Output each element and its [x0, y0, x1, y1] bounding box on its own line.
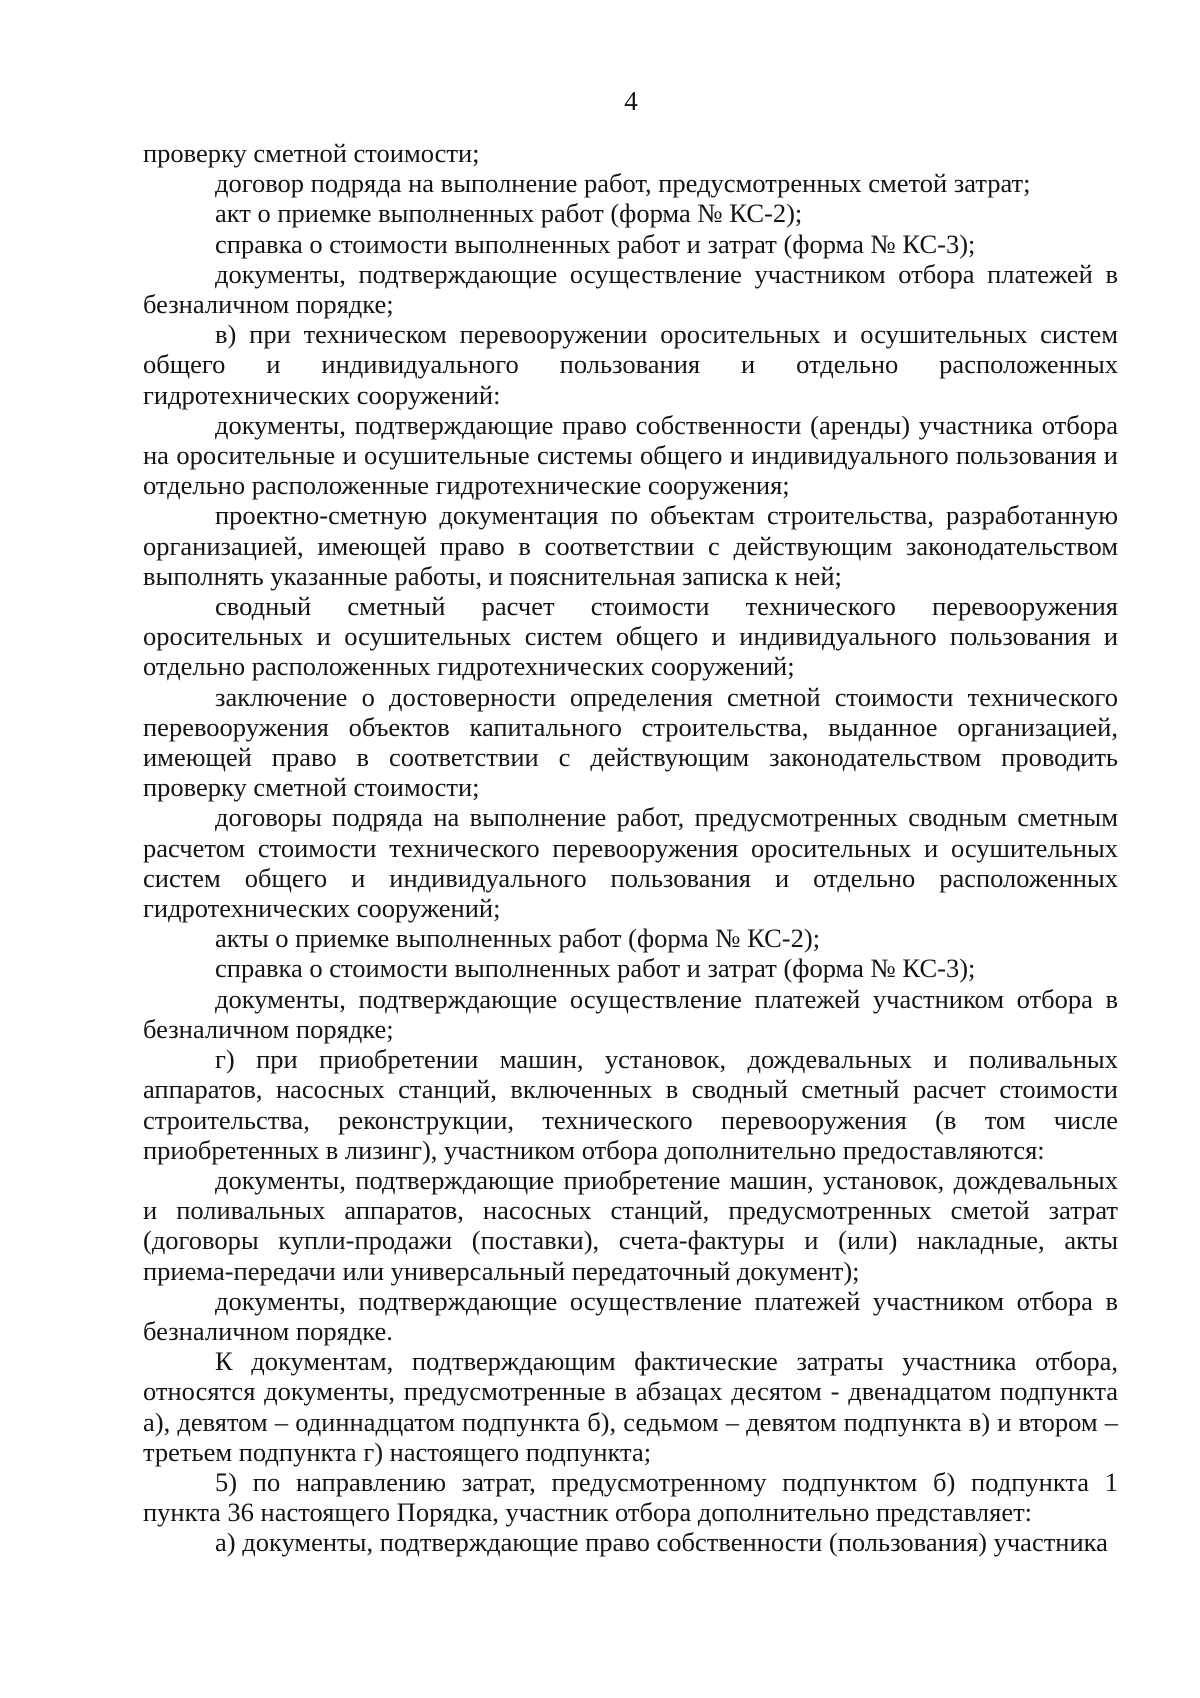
paragraph: договор подряда на выполнение работ, предусмотренных сметой затрат;	[215, 168, 1031, 199]
paragraph: а) документы, подтверждающие право собственности (пользования) участника	[215, 1527, 1108, 1558]
paragraph: проектно-сметную документация по объектам строительства, разработанную организацией, имеющей право в соответствии с действующим законодательством выполнять указанные работы, и пояснительная записка к ней;	[143, 500, 1118, 591]
paragraph: документы, подтверждающие приобретение машин, установок, дождевальных и поливальных аппаратов, насосных станций, предусмотренных сметой затрат (договоры купли-продажи (поставки), счета-фактуры и (или) накладные, акты приема-передачи или универсальный передаточный документ);	[143, 1164, 1118, 1286]
paragraph: договоры подряда на выполнение работ, предусмотренных сводным сметным расчетом стоимости технического перевооружения оросительных и осушительных систем общего и индивидуального пользования и отдельно расположенных гидротехнических сооружений;	[143, 802, 1118, 924]
paragraph: акты о приемке выполненных работ (форма № КС-2);	[215, 923, 821, 954]
paragraph: заключение о достоверности определения сметной стоимости технического перевооружения объектов капитального строительства, выданное организацией, имеющей право в соответствии с действующим законодательством проводить проверку сметной стоимости;	[143, 681, 1118, 803]
paragraph: справка о стоимости выполненных работ и затрат (форма № КС-3);	[215, 953, 976, 984]
document-body	[143, 138, 1118, 1558]
paragraph: 5) по направлению затрат, предусмотренному подпунктом б) подпункта 1 пункта 36 настоящего Порядка, участник отбора дополнительно представляет:	[143, 1466, 1118, 1528]
paragraph: документы, подтверждающие осуществление платежей участником отбора в безналичном порядке.	[143, 1285, 1118, 1346]
paragraph: в) при техническом перевооружении оросительных и осушительных систем общего и индивидуального пользования и отдельно расположенных гидротехнических сооружений:	[143, 319, 1118, 410]
paragraph: К документам, подтверждающим фактические затраты участника отбора, относятся документы, предусмотренные в абзацах десятом - двенадцатом подпункта а), девятом – одиннадцатом подпункта б), седьмом – девятом подпункта в) и втором – третьем подпункта г) настоящего подпункта;	[143, 1346, 1118, 1467]
paragraph: справка о стоимости выполненных работ и затрат (форма № КС-3);	[215, 228, 976, 259]
paragraph: проверку сметной стоимости;	[143, 138, 480, 168]
paragraph: г) при приобретении машин, установок, дождевальных и поливальных аппаратов, насосных станций, включенных в сводный сметный расчет стоимости строительства, реконструкции, технического перевооружения (в том числе приобретенных в лизинг), участником отбора дополнительно предоставляются:	[143, 1044, 1118, 1165]
paragraph: документы, подтверждающие право собственности (аренды) участника отбора на оросительные и осушительные системы общего и индивидуального пользования и отдельно расположенные гидротехнические сооружения;	[143, 409, 1118, 501]
paragraph: сводный сметный расчет стоимости технического перевооружения оросительных и осушительных систем общего и индивидуального пользования и отдельно расположенных гидротехнических сооружений;	[143, 591, 1118, 682]
paragraph: документы, подтверждающие осуществление участником отбора платежей в безналичном порядке;	[143, 258, 1118, 320]
page-number: 4	[624, 86, 638, 116]
paragraph: акт о приемке выполненных работ (форма № КС-2);	[215, 198, 803, 229]
paragraph: документы, подтверждающие осуществление платежей участником отбора в безналичном порядке;	[143, 983, 1118, 1044]
